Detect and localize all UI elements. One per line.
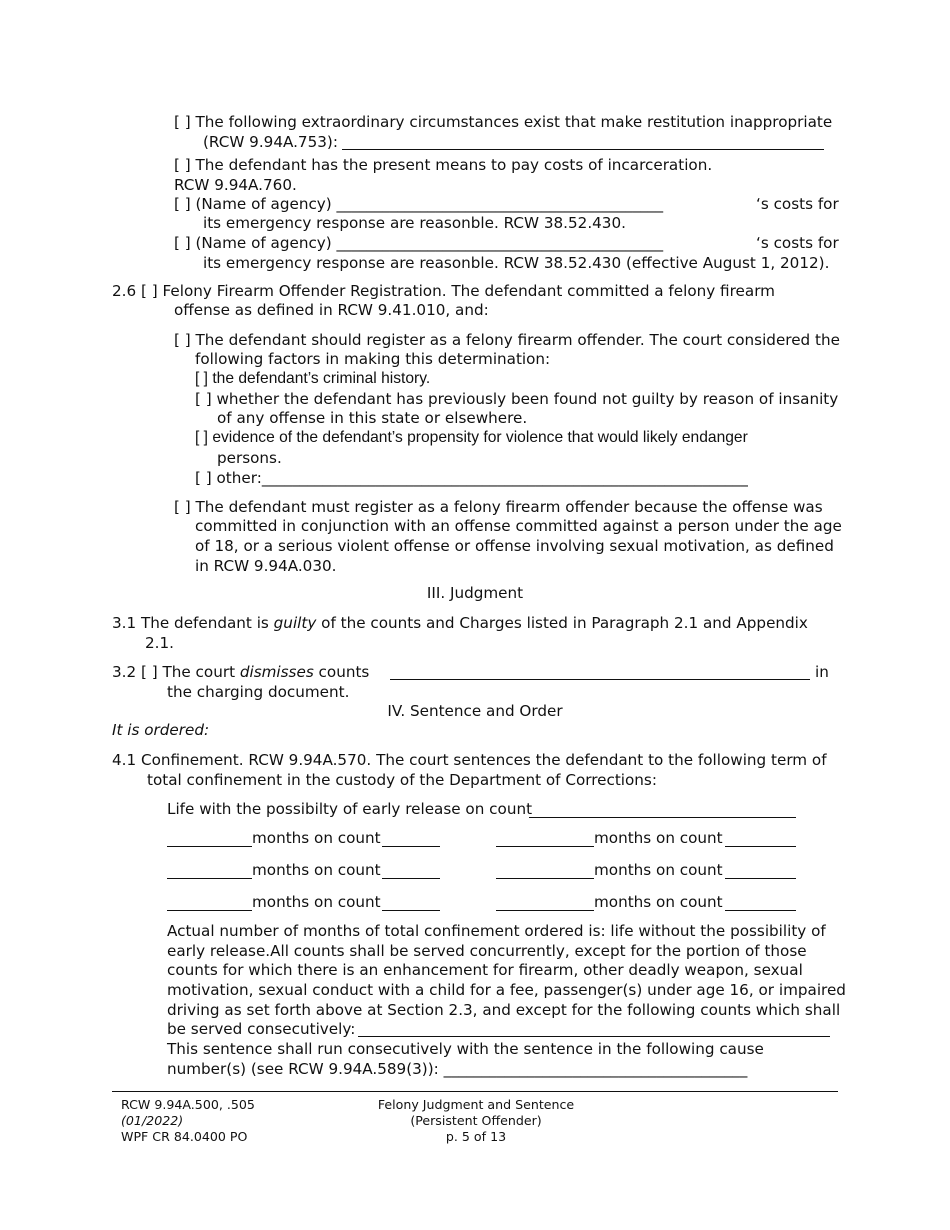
consecutive-cause-line1: This sentence shall run consecutively with the sentence in the following cause xyxy=(167,1040,764,1058)
section-3-1-line1 xyxy=(112,613,808,633)
months-blank[interactable] xyxy=(496,910,594,911)
restitution-item-b-line2: RCW 9.94A.760. xyxy=(174,176,297,194)
restitution-item-a-line2: (RCW 9.94A.753): xyxy=(203,133,338,151)
life-early-release-label: Life with the possibilty of early release on count xyxy=(167,800,533,818)
actual-months-line3: counts for which there is an enhancement for firearm, other deadly weapon, sexual xyxy=(167,961,803,979)
count-blank[interactable] xyxy=(725,878,796,879)
actual-months-line6: be served consecutively: xyxy=(167,1020,356,1038)
footer-page-number: p. 5 of 13 xyxy=(445,1129,507,1144)
footer-date: (01/2022) xyxy=(121,1113,184,1128)
s32-dismisses: dismisses xyxy=(239,663,314,681)
section-3-2-line1 xyxy=(112,662,369,682)
restitution-circumstances-blank[interactable] xyxy=(342,149,824,150)
consecutive-cause-line2: number(s) (see RCW 9.94A.589(3)): ________________________________________ xyxy=(167,1060,748,1078)
months-on-count-label: months on count xyxy=(252,861,381,879)
restitution-item-d-costs: ‘s costs for xyxy=(756,234,839,252)
footer-rule xyxy=(112,1091,838,1092)
months-blank[interactable] xyxy=(167,846,252,847)
section-2-6-line1: 2.6 [ ] Felony Firearm Offender Registration. The defendant committed a felony firearm xyxy=(112,282,775,300)
footer-title: Felony Judgment and Sentence xyxy=(377,1097,575,1112)
months-on-count-label: months on count xyxy=(252,893,381,911)
months-on-count-label: months on count xyxy=(594,829,723,847)
s31-pre: 3.1 The defendant is xyxy=(112,614,274,632)
actual-months-line4: motivation, sexual conduct with a child for a fee, passenger(s) under age 16, or impaired xyxy=(167,981,846,999)
register-must-line4: in RCW 9.94A.030. xyxy=(195,557,337,575)
restitution-item-c-line1: [ ] (Name of agency) ___________________________________________ xyxy=(174,195,664,213)
register-should-line2: following factors in making this determination: xyxy=(195,350,551,368)
restitution-item-d-line1: [ ] (Name of agency) ___________________________________________ xyxy=(174,234,664,252)
section-2-6-line2: offense as defined in RCW 9.41.010, and: xyxy=(174,301,489,319)
restitution-item-b-line1: [ ] The defendant has the present means to pay costs of incarceration. xyxy=(174,156,713,174)
section-3-2-line2: the charging document. xyxy=(167,683,350,701)
count-blank[interactable] xyxy=(382,846,440,847)
factor-violence-line1: [ ] evidence of the defendant’s propensity for violence that would likely endanger xyxy=(195,429,748,446)
factor-insanity-line2: of any offense in this state or elsewhere. xyxy=(217,409,528,427)
dismissed-counts-blank[interactable] xyxy=(390,679,810,680)
months-blank[interactable] xyxy=(496,878,594,879)
s31-post: of the counts and Charges listed in Paragraph 2.1 and Appendix xyxy=(316,614,808,632)
register-must-line1: [ ] The defendant must register as a felony firearm offender because the offense was xyxy=(174,498,823,516)
section-3-2-in: in xyxy=(815,663,829,681)
s32-pre: 3.2 [ ] The court xyxy=(112,663,240,681)
footer-form-number: WPF CR 84.0400 PO xyxy=(121,1129,248,1144)
months-on-count-label: months on count xyxy=(594,861,723,879)
life-count-blank[interactable] xyxy=(529,817,796,818)
footer-rcw: RCW 9.94A.500, .505 xyxy=(121,1097,255,1112)
section-3-1-line2: 2.1. xyxy=(145,634,174,652)
months-blank[interactable] xyxy=(167,910,252,911)
judgment-heading: III. Judgment xyxy=(426,584,524,602)
count-blank[interactable] xyxy=(382,878,440,879)
section-4-1-line1: 4.1 Confinement. RCW 9.94A.570. The court sentences the defendant to the following term of xyxy=(112,751,827,769)
register-should-line1: [ ] The defendant should register as a felony firearm offender. The court considered the xyxy=(174,331,840,349)
actual-months-line1: Actual number of months of total confinement ordered is: life without the possibility of xyxy=(167,922,826,940)
count-blank[interactable] xyxy=(725,910,796,911)
consecutive-counts-blank[interactable] xyxy=(358,1036,830,1037)
restitution-item-a-line1: [ ] The following extraordinary circumstances exist that make restitution inappropriate xyxy=(174,113,833,131)
actual-months-line2: early release.All counts shall be served concurrently, except for the portion of those xyxy=(167,942,807,960)
s32-post: counts xyxy=(313,663,370,681)
months-blank[interactable] xyxy=(167,878,252,879)
months-on-count-label: months on count xyxy=(252,829,381,847)
factor-criminal-history: [ ] the defendant’s criminal history. xyxy=(195,370,431,387)
restitution-item-d-line2: its emergency response are reasonble. RCW 38.52.430 (effective August 1, 2012). xyxy=(203,254,830,272)
restitution-item-c-line2: its emergency response are reasonble. RCW 38.52.430. xyxy=(203,214,626,232)
it-is-ordered: It is ordered: xyxy=(112,721,210,739)
section-4-1-line2: total confinement in the custody of the Department of Corrections: xyxy=(147,771,657,789)
restitution-item-c-costs: ‘s costs for xyxy=(756,195,839,213)
s31-guilty: guilty xyxy=(273,614,317,632)
factor-violence-line2: persons. xyxy=(217,449,282,467)
factor-insanity-line1: [ ] whether the defendant has previously been found not guilty by reason of insanity xyxy=(195,390,839,408)
months-blank[interactable] xyxy=(496,846,594,847)
factor-other: [ ] other:________________________________________________________________ xyxy=(195,469,748,487)
count-blank[interactable] xyxy=(382,910,440,911)
register-must-line3: of 18, or a serious violent offense or offense involving sexual motivation, as defined xyxy=(195,537,834,555)
count-blank[interactable] xyxy=(725,846,796,847)
register-must-line2: committed in conjunction with an offense committed against a person under the age xyxy=(195,517,842,535)
months-on-count-label: months on count xyxy=(594,893,723,911)
footer-subtitle: (Persistent Offender) xyxy=(410,1113,542,1128)
sentence-heading: IV. Sentence and Order xyxy=(387,702,563,720)
actual-months-line5: driving as set forth above at Section 2.3, and except for the following counts which shall xyxy=(167,1001,841,1019)
